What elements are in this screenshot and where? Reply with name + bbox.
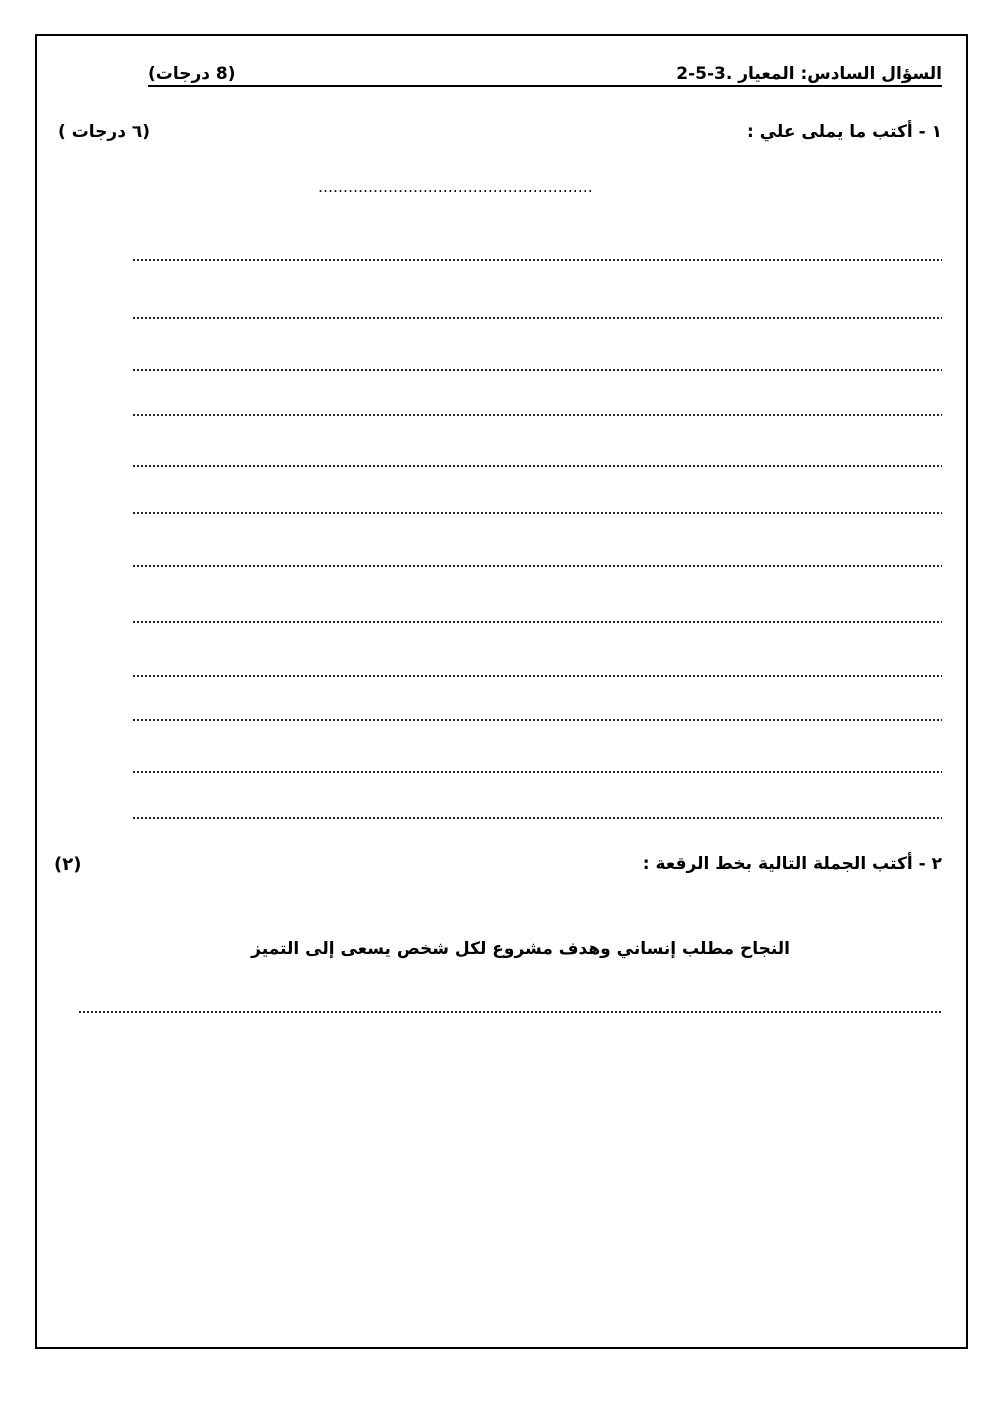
header-underline [148, 85, 942, 87]
writing-line [132, 564, 942, 568]
writing-line [132, 816, 942, 820]
writing-line [132, 316, 942, 320]
page-frame [35, 34, 968, 1349]
writing-line [132, 413, 942, 417]
standard-code: 2-5-3. [676, 64, 733, 84]
writing-line [132, 718, 942, 722]
writing-line [132, 258, 942, 262]
writing-line [132, 620, 942, 624]
total-marks: (8 درجات) [148, 64, 236, 84]
ruqaa-sentence: النجاح مطلب إنساني وهدف مشروع لكل شخص يسعى إلى التميز [251, 939, 790, 959]
ruqaa-writing-line [78, 1010, 942, 1014]
writing-line [132, 511, 942, 515]
q1-label: ١ - أكتب ما يملى علي : [747, 122, 942, 142]
q1-marks: (٦ درجات ) [58, 122, 151, 142]
writing-line [132, 464, 942, 468]
question-title [676, 64, 942, 84]
dictation-title-dots: ………………….…………………………… [318, 178, 593, 196]
q2-label: ٢ - أكتب الجملة التالية بخط الرقعة : [642, 854, 942, 874]
writing-line [132, 770, 942, 774]
q2-marks: (٢) [54, 854, 82, 875]
writing-line [132, 674, 942, 678]
question-title-text: السؤال السادس: المعيار [738, 64, 942, 84]
writing-line [132, 368, 942, 372]
